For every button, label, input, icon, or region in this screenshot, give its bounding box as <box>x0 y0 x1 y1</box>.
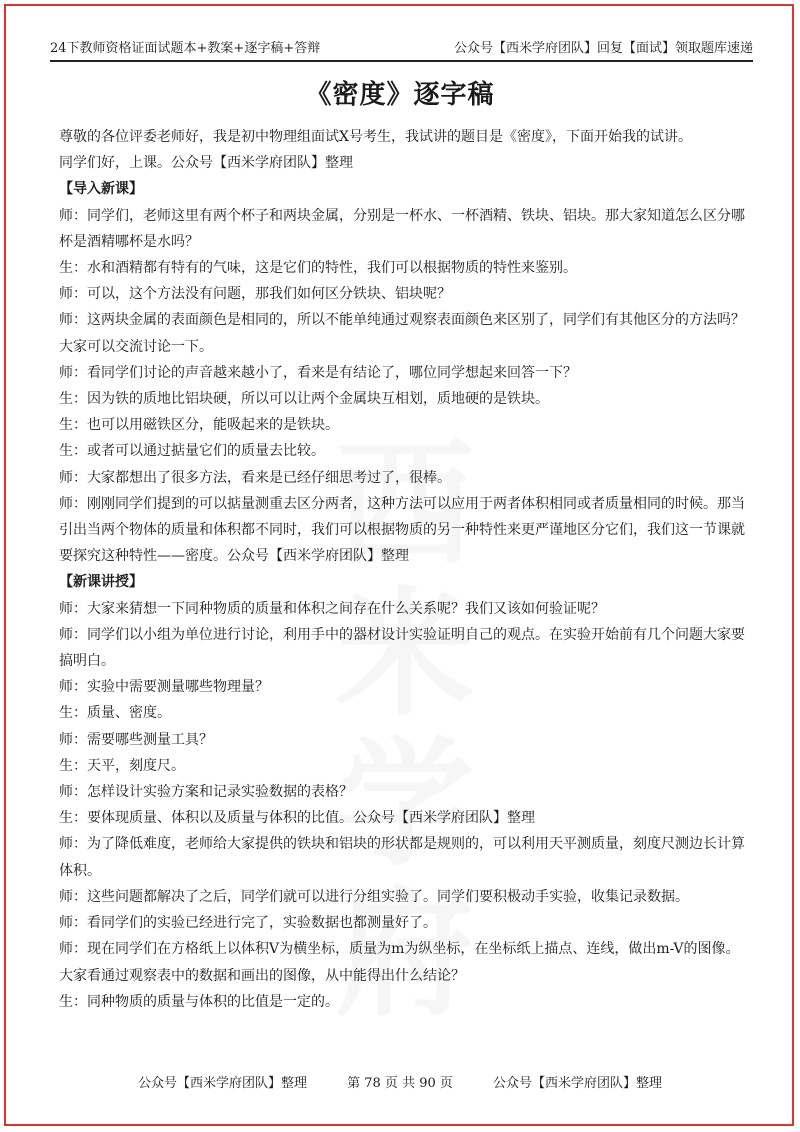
paragraph: 师：这些问题都解决了之后，同学们就可以进行分组实验了。同学们要积极动手实验，收集记录数据。 <box>59 888 689 905</box>
page-header <box>50 40 753 62</box>
paragraph: 尊敬的各位评委老师好，我是初中物理组面试X号考生，我试讲的题目是《密度》，下面开始我的试讲。 <box>59 129 692 145</box>
paragraph: 生：或者可以通过掂量它们的质量去比较。 <box>59 443 325 460</box>
paragraph: 师：大家都想出了很多方法，看来是已经仔细思考过了，很棒。 <box>59 469 451 486</box>
paragraph: 生：要体现质量、体积以及质量与体积的比值。公众号【西米学府团队】整理 <box>59 810 535 827</box>
paragraph: 师：怎样设计实验方案和记录实验数据的表格？ <box>59 784 353 801</box>
paragraph: 生：因为铁的质地比铝块硬，所以可以让两个金属块互相划，质地硬的是铁块。 <box>59 391 549 408</box>
header-left-text: 24下教师资格证面试题本+教案+逐字稿+答辩 <box>50 41 321 56</box>
paragraph: 师：看同学们讨论的声音越来越小了，看来是有结论了，哪位同学想起来回答一下？ <box>59 364 577 381</box>
document-body <box>59 124 747 1015</box>
header-right-text: 公众号【西米学府团队】回复【面试】领取题库速递 <box>453 41 753 56</box>
paragraph: 生：天平，刻度尺。 <box>59 757 185 774</box>
paragraph: 师：大家来猜想一下同种物质的质量和体积之间存在什么关系呢？我们又该如何验证呢？ <box>59 600 605 617</box>
section-heading: 【新课讲授】 <box>59 574 143 591</box>
paragraph: 师：需要哪些测量工具？ <box>59 731 213 748</box>
paragraph: 生：质量、密度。 <box>59 705 171 722</box>
section-heading: 【导入新课】 <box>59 181 143 198</box>
paragraph: 生：水和酒精都有特有的气味，这是它们的特性，我们可以根据物质的特性来鉴别。 <box>59 260 577 277</box>
footer-left-text: 公众号【西米学府团队】整理 <box>137 1076 307 1091</box>
paragraph: 师：现在同学们在方格纸上以体积V为横坐标，质量为m为纵坐标，在坐标纸上描点、连线，做出m-V的图像。大家看通过观察表中的数据和画出的图像，从中能得出什么结论？ <box>59 941 740 984</box>
paragraph: 生：也可以用磁铁区分，能吸起来的是铁块。 <box>59 417 339 434</box>
page-footer <box>0 1072 800 1091</box>
paragraph: 师：同学们，老师这里有两个杯子和两块金属，分别是一杯水、一杯酒精、铁块、铝块。那大家知道怎么区分哪杯是酒精哪杯是水吗？ <box>59 207 745 250</box>
paragraph: 师：为了降低难度，老师给大家提供的铁块和铝块的形状都是规则的，可以利用天平测质量，刻度尺测边长计算体积。 <box>59 836 745 879</box>
paragraph: 生：同种物质的质量与体积的比值是一定的。 <box>59 993 339 1010</box>
paragraph: 师：实验中需要测量哪些物理量？ <box>59 679 269 696</box>
paragraph: 师：可以，这个方法没有问题，那我们如何区分铁块、铝块呢？ <box>59 286 451 303</box>
paragraph: 师：这两块金属的表面颜色是相同的，所以不能单纯通过观察表面颜色来区别了，同学们有其他区分的方法吗？大家可以交流讨论一下。 <box>59 312 745 355</box>
document-title: 《密度》逐字稿 <box>305 80 495 110</box>
footer-right-text: 公众号【西米学府团队】整理 <box>493 1076 663 1091</box>
paragraph: 同学们好，上课。公众号【西米学府团队】整理 <box>59 155 353 172</box>
paragraph: 师：看同学们的实验已经进行完了，实验数据也都测量好了。 <box>59 915 437 932</box>
paragraph: 师：同学们以小组为单位进行讨论，利用手中的器材设计实验证明自己的观点。在实验开始前有几个问题大家要搞明白。 <box>59 626 745 670</box>
paragraph: 师：刚刚同学们提到的可以掂量测重去区分两者，这种方法可以应用于两者体积相同或者质量相同的时候。那当引出当两个物体的质量和体积都不同时，我们可以根据物质的另一种特性来更严谨地区分它们，我们这一节课就要探究这种特性——密度。公众号【西米学府团队】整理 <box>59 495 745 565</box>
page-number: 第 78 页 共 90 页 <box>347 1076 453 1091</box>
